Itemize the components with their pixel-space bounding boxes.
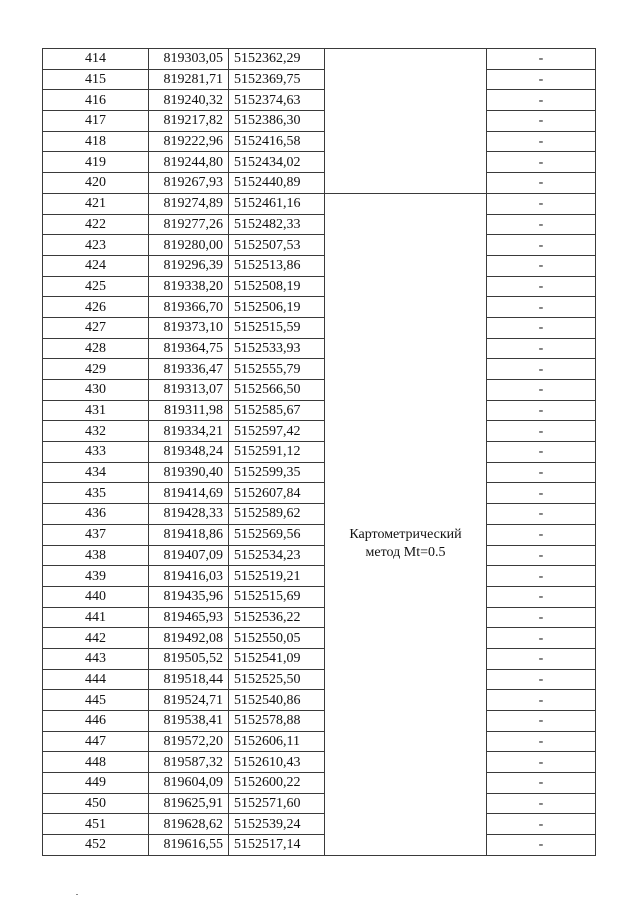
note-cell: - xyxy=(487,814,596,835)
x-coordinate-cell: 819625,91 xyxy=(149,793,229,814)
note-cell: - xyxy=(487,566,596,587)
note-cell: - xyxy=(487,545,596,566)
y-coordinate-cell: 5152541,09 xyxy=(229,648,325,669)
y-coordinate-cell: 5152550,05 xyxy=(229,628,325,649)
x-coordinate-cell: 819348,24 xyxy=(149,442,229,463)
table-row xyxy=(43,131,596,152)
note-cell: - xyxy=(487,255,596,276)
point-number-cell: 418 xyxy=(43,131,149,152)
table-row xyxy=(43,359,596,380)
x-coordinate-cell: 819296,39 xyxy=(149,255,229,276)
y-coordinate-cell: 5152515,69 xyxy=(229,586,325,607)
point-number-cell: 432 xyxy=(43,421,149,442)
x-coordinate-cell: 819428,33 xyxy=(149,504,229,525)
x-coordinate-cell: 819364,75 xyxy=(149,338,229,359)
table-row xyxy=(43,276,596,297)
point-number-cell: 424 xyxy=(43,255,149,276)
note-cell: - xyxy=(487,504,596,525)
table-row xyxy=(43,193,596,214)
note-cell: - xyxy=(487,338,596,359)
note-cell: - xyxy=(487,214,596,235)
y-coordinate-cell: 5152515,59 xyxy=(229,317,325,338)
table-row xyxy=(43,793,596,814)
point-number-cell: 428 xyxy=(43,338,149,359)
x-coordinate-cell: 819505,52 xyxy=(149,648,229,669)
table-row xyxy=(43,628,596,649)
y-coordinate-cell: 5152513,86 xyxy=(229,255,325,276)
table-row xyxy=(43,586,596,607)
y-coordinate-cell: 5152555,79 xyxy=(229,359,325,380)
table-row xyxy=(43,173,596,194)
note-cell: - xyxy=(487,586,596,607)
x-coordinate-cell: 819222,96 xyxy=(149,131,229,152)
y-coordinate-cell: 5152434,02 xyxy=(229,152,325,173)
y-coordinate-cell: 5152517,14 xyxy=(229,835,325,856)
y-coordinate-cell: 5152571,60 xyxy=(229,793,325,814)
y-coordinate-cell: 5152600,22 xyxy=(229,773,325,794)
point-number-cell: 451 xyxy=(43,814,149,835)
method-cell xyxy=(325,193,487,855)
point-number-cell: 422 xyxy=(43,214,149,235)
note-cell: - xyxy=(487,731,596,752)
x-coordinate-cell: 819274,89 xyxy=(149,193,229,214)
method-line-2: метод Mt=0.5 xyxy=(365,545,446,561)
y-coordinate-cell: 5152536,22 xyxy=(229,607,325,628)
x-coordinate-cell: 819604,09 xyxy=(149,773,229,794)
y-coordinate-cell: 5152566,50 xyxy=(229,380,325,401)
point-number-cell: 446 xyxy=(43,711,149,732)
coordinates-table xyxy=(42,48,596,856)
x-coordinate-cell: 819217,82 xyxy=(149,111,229,132)
table-row xyxy=(43,814,596,835)
y-coordinate-cell: 5152540,86 xyxy=(229,690,325,711)
note-cell: - xyxy=(487,628,596,649)
table-row xyxy=(43,235,596,256)
y-coordinate-cell: 5152369,75 xyxy=(229,69,325,90)
note-cell: - xyxy=(487,607,596,628)
table-row xyxy=(43,483,596,504)
point-number-cell: 445 xyxy=(43,690,149,711)
note-cell: - xyxy=(487,297,596,318)
y-coordinate-cell: 5152591,12 xyxy=(229,442,325,463)
x-coordinate-cell: 819418,86 xyxy=(149,524,229,545)
x-coordinate-cell: 819373,10 xyxy=(149,317,229,338)
point-number-cell: 443 xyxy=(43,648,149,669)
point-number-cell: 421 xyxy=(43,193,149,214)
x-coordinate-cell: 819572,20 xyxy=(149,731,229,752)
point-number-cell: 415 xyxy=(43,69,149,90)
point-number-cell: 419 xyxy=(43,152,149,173)
x-coordinate-cell: 819313,07 xyxy=(149,380,229,401)
note-cell: - xyxy=(487,173,596,194)
point-number-cell: 429 xyxy=(43,359,149,380)
y-coordinate-cell: 5152597,42 xyxy=(229,421,325,442)
note-cell: - xyxy=(487,648,596,669)
point-number-cell: 450 xyxy=(43,793,149,814)
x-coordinate-cell: 819435,96 xyxy=(149,586,229,607)
point-number-cell: 433 xyxy=(43,442,149,463)
y-coordinate-cell: 5152589,62 xyxy=(229,504,325,525)
table-row xyxy=(43,773,596,794)
x-coordinate-cell: 819281,71 xyxy=(149,69,229,90)
note-cell: - xyxy=(487,193,596,214)
x-coordinate-cell: 819465,93 xyxy=(149,607,229,628)
note-cell: - xyxy=(487,90,596,111)
x-coordinate-cell: 819244,80 xyxy=(149,152,229,173)
x-coordinate-cell: 819616,55 xyxy=(149,835,229,856)
x-coordinate-cell: 819338,20 xyxy=(149,276,229,297)
point-number-cell: 426 xyxy=(43,297,149,318)
x-coordinate-cell: 819414,69 xyxy=(149,483,229,504)
table-row xyxy=(43,111,596,132)
point-number-cell: 452 xyxy=(43,835,149,856)
point-number-cell: 431 xyxy=(43,400,149,421)
point-number-cell: 437 xyxy=(43,524,149,545)
x-coordinate-cell: 819492,08 xyxy=(149,628,229,649)
note-cell: - xyxy=(487,49,596,70)
note-cell: - xyxy=(487,669,596,690)
note-cell: - xyxy=(487,276,596,297)
point-number-cell: 449 xyxy=(43,773,149,794)
table-row xyxy=(43,421,596,442)
y-coordinate-cell: 5152507,53 xyxy=(229,235,325,256)
table-row xyxy=(43,711,596,732)
point-number-cell: 430 xyxy=(43,380,149,401)
note-cell: - xyxy=(487,359,596,380)
x-coordinate-cell: 819538,41 xyxy=(149,711,229,732)
point-number-cell: 434 xyxy=(43,462,149,483)
point-number-cell: 444 xyxy=(43,669,149,690)
y-coordinate-cell: 5152374,63 xyxy=(229,90,325,111)
table-row xyxy=(43,400,596,421)
x-coordinate-cell: 819587,32 xyxy=(149,752,229,773)
note-cell: - xyxy=(487,152,596,173)
y-coordinate-cell: 5152440,89 xyxy=(229,173,325,194)
point-number-cell: 447 xyxy=(43,731,149,752)
x-coordinate-cell: 819366,70 xyxy=(149,297,229,318)
point-number-cell: 440 xyxy=(43,586,149,607)
point-number-cell: 427 xyxy=(43,317,149,338)
x-coordinate-cell: 819390,40 xyxy=(149,462,229,483)
note-cell: - xyxy=(487,793,596,814)
note-cell: - xyxy=(487,131,596,152)
table-row xyxy=(43,317,596,338)
y-coordinate-cell: 5152578,88 xyxy=(229,711,325,732)
note-cell: - xyxy=(487,752,596,773)
table-row xyxy=(43,669,596,690)
note-cell: - xyxy=(487,421,596,442)
table-row xyxy=(43,380,596,401)
note-cell: - xyxy=(487,462,596,483)
y-coordinate-cell: 5152539,24 xyxy=(229,814,325,835)
point-number-cell: 438 xyxy=(43,545,149,566)
point-number-cell: 420 xyxy=(43,173,149,194)
point-number-cell: 414 xyxy=(43,49,149,70)
table-row xyxy=(43,69,596,90)
table-row xyxy=(43,545,596,566)
note-cell: - xyxy=(487,69,596,90)
table-row xyxy=(43,152,596,173)
table-row xyxy=(43,504,596,525)
point-number-cell: 423 xyxy=(43,235,149,256)
point-number-cell: 441 xyxy=(43,607,149,628)
table-row xyxy=(43,648,596,669)
table-row xyxy=(43,255,596,276)
y-coordinate-cell: 5152599,35 xyxy=(229,462,325,483)
y-coordinate-cell: 5152508,19 xyxy=(229,276,325,297)
x-coordinate-cell: 819240,32 xyxy=(149,90,229,111)
table-row xyxy=(43,607,596,628)
table-row xyxy=(43,835,596,856)
note-cell: - xyxy=(487,111,596,132)
point-number-cell: 417 xyxy=(43,111,149,132)
table-row xyxy=(43,690,596,711)
y-coordinate-cell: 5152585,67 xyxy=(229,400,325,421)
table-row xyxy=(43,524,596,545)
x-coordinate-cell: 819407,09 xyxy=(149,545,229,566)
x-coordinate-cell: 819518,44 xyxy=(149,669,229,690)
x-coordinate-cell: 819628,62 xyxy=(149,814,229,835)
point-number-cell: 416 xyxy=(43,90,149,111)
note-cell: - xyxy=(487,380,596,401)
table-row xyxy=(43,442,596,463)
note-cell: - xyxy=(487,835,596,856)
note-cell: - xyxy=(487,773,596,794)
note-cell: - xyxy=(487,317,596,338)
point-number-cell: 425 xyxy=(43,276,149,297)
y-coordinate-cell: 5152569,56 xyxy=(229,524,325,545)
y-coordinate-cell: 5152482,33 xyxy=(229,214,325,235)
x-coordinate-cell: 819334,21 xyxy=(149,421,229,442)
y-coordinate-cell: 5152461,16 xyxy=(229,193,325,214)
y-coordinate-cell: 5152534,23 xyxy=(229,545,325,566)
x-coordinate-cell: 819303,05 xyxy=(149,49,229,70)
point-number-cell: 435 xyxy=(43,483,149,504)
note-cell: - xyxy=(487,235,596,256)
x-coordinate-cell: 819267,93 xyxy=(149,173,229,194)
table-row xyxy=(43,214,596,235)
note-cell: - xyxy=(487,400,596,421)
table-row xyxy=(43,731,596,752)
y-coordinate-cell: 5152525,50 xyxy=(229,669,325,690)
table-row xyxy=(43,566,596,587)
table-row xyxy=(43,49,596,70)
point-number-cell: 448 xyxy=(43,752,149,773)
note-cell: - xyxy=(487,711,596,732)
note-cell: - xyxy=(487,442,596,463)
method-cell-empty xyxy=(325,49,487,194)
x-coordinate-cell: 819336,47 xyxy=(149,359,229,380)
x-coordinate-cell: 819524,71 xyxy=(149,690,229,711)
y-coordinate-cell: 5152610,43 xyxy=(229,752,325,773)
y-coordinate-cell: 5152506,19 xyxy=(229,297,325,318)
y-coordinate-cell: 5152607,84 xyxy=(229,483,325,504)
point-number-cell: 442 xyxy=(43,628,149,649)
x-coordinate-cell: 819277,26 xyxy=(149,214,229,235)
y-coordinate-cell: 5152533,93 xyxy=(229,338,325,359)
y-coordinate-cell: 5152416,58 xyxy=(229,131,325,152)
table-row xyxy=(43,462,596,483)
x-coordinate-cell: 819416,03 xyxy=(149,566,229,587)
scan-speck xyxy=(76,894,78,895)
table-row xyxy=(43,752,596,773)
y-coordinate-cell: 5152362,29 xyxy=(229,49,325,70)
note-cell: - xyxy=(487,690,596,711)
coordinates-table-body xyxy=(43,49,596,856)
note-cell: - xyxy=(487,483,596,504)
point-number-cell: 439 xyxy=(43,566,149,587)
y-coordinate-cell: 5152519,21 xyxy=(229,566,325,587)
y-coordinate-cell: 5152386,30 xyxy=(229,111,325,132)
table-row xyxy=(43,338,596,359)
y-coordinate-cell: 5152606,11 xyxy=(229,731,325,752)
table-row xyxy=(43,90,596,111)
note-cell: - xyxy=(487,524,596,545)
table-row xyxy=(43,297,596,318)
x-coordinate-cell: 819311,98 xyxy=(149,400,229,421)
x-coordinate-cell: 819280,00 xyxy=(149,235,229,256)
method-line-1: Картометрический xyxy=(349,527,462,543)
point-number-cell: 436 xyxy=(43,504,149,525)
